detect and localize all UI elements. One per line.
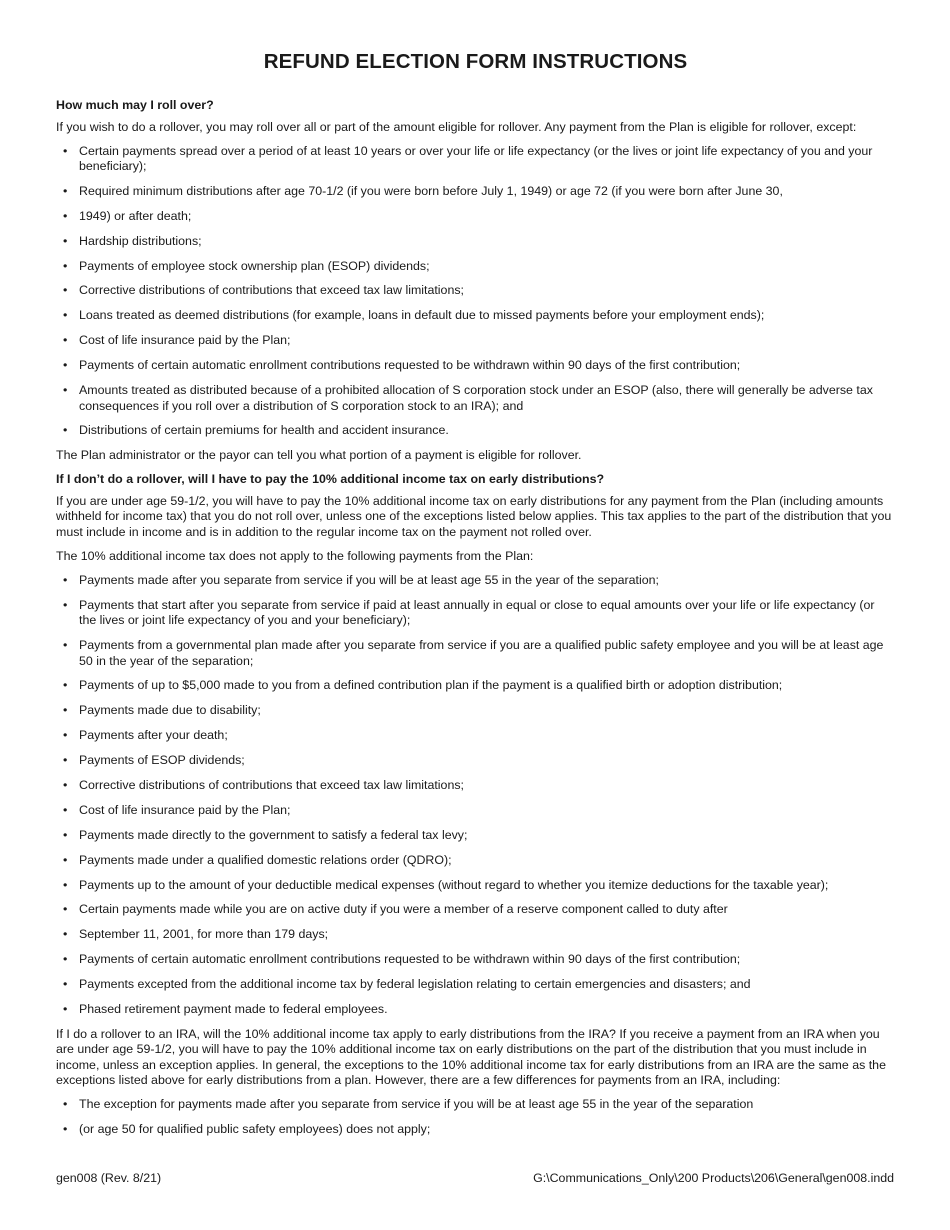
list-item: • Phased retirement payment made to federal employees. (56, 1002, 895, 1018)
list-item: • 1949) or after death; (56, 209, 895, 225)
section-heading-additional-tax: If I don’t do a rollover, will I have to pay the 10% additional income tax on early distributions? (56, 472, 605, 487)
list-item: • Payments made under a qualified domestic relations order (QDRO); (56, 853, 895, 869)
list-item: • Payments that start after you separate from service if paid at least annually in equal or close to equal amounts over your life or life expectancy (or the lives or joint life expectancy of you and your beneficiary); (56, 598, 895, 629)
list-item: • Cost of life insurance paid by the Plan; (56, 333, 895, 349)
paragraph-rollover-intro: If you wish to do a rollover, you may roll over all or part of the amount eligible for rollover. Any payment from the Plan is eligible for rollover, except: (56, 119, 857, 134)
paragraph-tax-exceptions-intro: The 10% additional income tax does not apply to the following payments from the Plan: (56, 548, 534, 563)
document-body (56, 98, 895, 1147)
list-item: • Payments of employee stock ownership plan (ESOP) dividends; (56, 259, 895, 275)
list-item: • Payments of up to $5,000 made to you from a defined contribution plan if the payment is a qualified birth or adoption distribution; (56, 678, 895, 694)
list-item: • The exception for payments made after you separate from service if you will be at least age 55 in the year of the separation (56, 1097, 895, 1113)
list-tax-exceptions (56, 573, 895, 1018)
paragraph-additional-tax: If you are under age 59-1/2, you will have to pay the 10% additional income tax on early distributions for any payment from the Plan (including amounts withheld for income tax) that you do not roll over, unless one of the exceptions listed below applies. This tax applies to the part of the distribution that you must include in income and is in addition to the regular income tax on the payment not rolled over. (56, 493, 892, 539)
list-item: • Payments after your death; (56, 728, 895, 744)
section-heading-rollover-amount: How much may I roll over? (56, 98, 214, 112)
page-title: REFUND ELECTION FORM INSTRUCTIONS (263, 50, 688, 73)
list-item: • Payments of certain automatic enrollment contributions requested to be withdrawn within 90 days of the first contribution; (56, 358, 895, 374)
list-rollover-exceptions (56, 144, 895, 439)
list-item: • Payments from a governmental plan made after you separate from service if you are a qualified public safety employee and you will be at least age 50 in the year of the separation; (56, 638, 895, 669)
list-item: • Payments up to the amount of your deductible medical expenses (without regard to whether you itemize deductions for the taxable year); (56, 878, 895, 894)
list-item: • Loans treated as deemed distributions (for example, loans in default due to missed payments before your employment ends); (56, 308, 895, 324)
list-item: • Required minimum distributions after age 70-1/2 (if you were born before July 1, 1949) or age 72 (if you were born after June 30, (56, 184, 895, 200)
list-item: • Hardship distributions; (56, 234, 895, 250)
page-footer (56, 1171, 894, 1185)
list-item: • Distributions of certain premiums for health and accident insurance. (56, 423, 895, 439)
list-item: • September 11, 2001, for more than 179 days; (56, 927, 895, 943)
list-item: • Payments made due to disability; (56, 703, 895, 719)
list-item: • Certain payments spread over a period of at least 10 years or over your life or life expectancy (or the lives or joint life expectancy of you and your beneficiary); (56, 144, 895, 175)
list-item: • Payments of certain automatic enrollment contributions requested to be withdrawn within 90 days of the first contribution; (56, 952, 895, 968)
source-file-path: G:\Communications_Only\200 Products\206\General\gen008.indd (533, 1171, 894, 1185)
list-item: • Payments of ESOP dividends; (56, 753, 895, 769)
paragraph-ira-early-distributions: If I do a rollover to an IRA, will the 10% additional income tax apply to early distributions from the IRA? If you receive a payment from an IRA when you are under age 59-1/2, you will have to pay the 10% additional income tax on early distributions on the part of the distribution that you must include in income, unless an exception applies. In general, the exceptions to the 10% additional income tax for early distributions from an IRA are the same as the exceptions listed above for early distributions from a plan. However, there are a few differences for payments from an IRA, including: (56, 1026, 886, 1088)
list-item: • Certain payments made while you are on active duty if you were a member of a reserve component called to duty after (56, 902, 895, 918)
list-item: • Amounts treated as distributed because of a prohibited allocation of S corporation stock under an ESOP (also, there will generally be adverse tax consequences if you roll over a distribution of S corporation stock to an IRA); and (56, 383, 895, 414)
form-revision-id: gen008 (Rev. 8/21) (56, 1171, 162, 1185)
list-item: • Payments made after you separate from service if you will be at least age 55 in the year of the separation; (56, 573, 895, 589)
list-item: • Corrective distributions of contributions that exceed tax law limitations; (56, 283, 895, 299)
list-item: • Corrective distributions of contributions that exceed tax law limitations; (56, 778, 895, 794)
list-item: • (or age 50 for qualified public safety employees) does not apply; (56, 1122, 895, 1138)
list-item: • Payments excepted from the additional income tax by federal legislation relating to certain emergencies and disasters; and (56, 977, 895, 993)
list-item: • Cost of life insurance paid by the Plan; (56, 803, 895, 819)
list-ira-differences (56, 1097, 895, 1137)
list-item: • Payments made directly to the government to satisfy a federal tax levy; (56, 828, 895, 844)
paragraph-rollover-closing: The Plan administrator or the payor can tell you what portion of a payment is eligible for rollover. (56, 448, 582, 463)
